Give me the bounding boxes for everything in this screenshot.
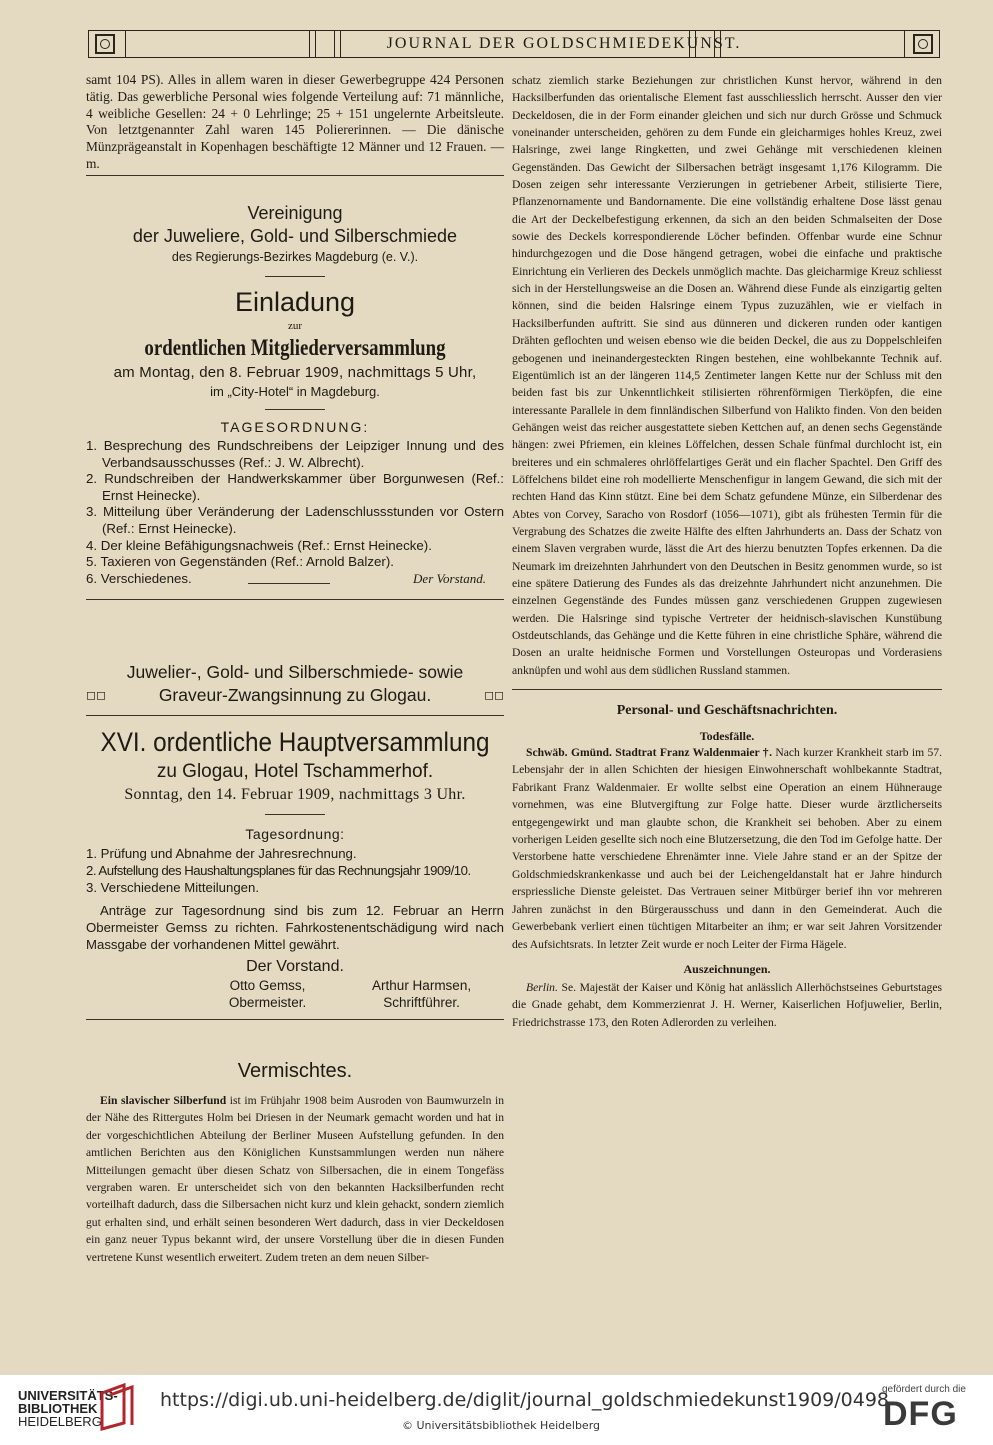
glogau-line2: Graveur-Zwangsinnung zu Glogau. bbox=[158, 685, 432, 705]
permalink-url[interactable]: https://digi.ub.uni-heidelberg.de/diglit/journal_goldschmiedekunst1909/0498 bbox=[160, 1389, 889, 1411]
magdeburg-signature: Der Vorstand. bbox=[413, 571, 486, 587]
agenda-item: 2. Aufstellung des Haushaltungsplanes für das Rechnungsjahr 1909/10. bbox=[86, 863, 471, 878]
agenda-item: 1. Prüfung und Abnahme der Jahresrechnung. bbox=[86, 846, 357, 861]
library-logo-icon bbox=[98, 1383, 136, 1431]
award-lead: Berlin. bbox=[526, 980, 558, 994]
signatory-role: Schriftführer. bbox=[383, 995, 460, 1010]
auszeichnungen-heading: Auszeichnungen. bbox=[683, 961, 771, 976]
glogau-date: Sonntag, den 14. Februar 1909, nachmittags 3 Uhr. bbox=[124, 786, 466, 803]
obituary-text: Nach kurzer Krankheit starb im 57. Lebensjahr der in allen Schichten der hiesigen Einwohnerschaft wohlbekannte Stadtrat, Fabrikant Franz Waldenmaier. Er wollte selbst eine Operation an einem Hühneraugе vornehmen, was eine Blutvergiftung zur Folge hatte. Dieser wurde ärztlicherseits entgegengewirkt und man glaubte schon, die Krankheit sei behoben. Aber zu einem vorherigen Leiden gesellte sich noch eine Blutzersetzung, die den Tod im Gefolge hatte. Der Verstorbene hatte verschiedene Ehrenämter inne. Viele Jahre stand er an der Spitze der Goldschmiedskrankenkasse und auch bei der Leichengeldanstalt hat er Jahre hindurch erspriessliche Dienste geleistet. Das Vertrauen seiner Mitbürger berief ihn vor mehreren Jahren zunächst in den Bürgerausschuss und dann in den Gemeinderat. Auch die Gewerbebank verliert einen tüchtigen Mitarbeiter an ihm; er war seit Jahren Vorsitzender des Aufsichtsrats. In letzter Zeit wurde er noch Leiter der Firma Hägele. bbox=[512, 746, 942, 951]
library-name-line1: UNIVERSITÄTS- bbox=[18, 1388, 118, 1403]
glogau-agenda bbox=[86, 845, 504, 896]
glogau-line1: Juwelier-, Gold- und Silberschmiede- sowie bbox=[126, 662, 464, 682]
mitgliederversammlung-heading: ordentlichen Mitgliederversammlung bbox=[144, 335, 446, 360]
magdeburg-notice bbox=[86, 202, 504, 600]
silberfund-continuation: schatz ziemlich starke Beziehungen zur christlichen Kunst hervor, während in den Hacksilberfunden das orientalische Element fast ausschliesslich herrscht. Ausser den vier Deckeldosen, die in der Form einander gleichen und sich nur durch Grösse und Schmuck voneinander unterscheiden, gehören zu dem Funde ein gleicharmiges hohles Kreuz, zwei Halsringe, zwei lange Ringketten, und zwei Gehänge mit verschiedenen kleinen Gegenständen. Das Gewicht der Silbersachen beträgt insgesamt 1,176 Kilogramm. Die Dosen zeigen sehr interessante Verzierungen in getriebener Arbeit, stilisierte Tiere, Pflanzenornamente und Bandornamente. Die eine vollständig erhaltene Dose lässt genau die Art der Deckelbefestigung erkennen, da sich an den beiden Schmalseiten der Dose sowie des Deckels korrespondierende Löcher befinden. Offenbar wurde eine Schnur hindurchgezogen und die Dose hängend getragen, wobei die einfache und praktische Einrichtung ein Verlieren des Deckels unmöglich machte. Das gleicharmige Kreuz schliesst sich in der Herstellungsweise an die Dosen an. Während diese Funde als einzigartig gelten können, sind die beiden Halsringe einem Typus zuzuzählen, wie er vielfach in Hacksilberfunden auftritt. Sie sind aus dünneren und dickeren runden oder kantigen Drähten geflochten und weisen ebenso wie die beiden Deckel, die aus zu Doppelschleifen gebogenen und ineinandergesteckten Ringen bestehen, eine wohlbekannte Technik auf. Eigentümlich ist an der längeren 114,5 Zentimeter langen Kette nur der Schluss mit den beiden fast bis zur Unkenntlichkeit stilisierten röhrenförmigen Tierköpfen, die eine interessante Parallele in dem finnländischen Silberfund von Halikto finden. Von den beiden Gehängen weist das reicher ausgestattete sieben Kettchen auf, an denen sechs Gegenstände hängen: zwei Pfriemen, ein kleines Löffelchen, dessen Schale fünfmal durchlocht ist, ein breiteres und ein schmaleres ohrlöffelartiges Gerät und ein flacher Spachtel. Den Griff des Löffelchens bildet eine roh modellierte Menschenfigur in langem Gewand, die sich mit der rechten Hand das Kinn stützt. Eine bei dem Schatz gefundene Münze, ein Silberdenar des Abtes von Corvey, Saracho von Rosdorf (1056—1071), gibt als frühesten Termin für die Vergrabung des Schatzes die zweite Hälfte des elften Jahrhunderts an. Dass der Schatz von einem Slaven vergraben wurde, lässt die Art des hierzu benutzten Topfes erkennen. Da die Neumark im dreizehnten Jahrhundert von den Deutschen in Besitz genommen wurde, so ist eine spätere Datierung des Fundes als das dreizehnte Jahrhundert nicht anzunehmen. Die einzelnen Gegenstände des Fundes müssen ganz verschiedenen Gruppen zugewiesen werden. Die Halsringe sind typische Vertreter der heidnisch-slavischen Kunstübung Ostdeutschlands, das Gehänge und die Kette führen in eine christliche Sphäre, während die Dosen an uralte heidnische Formen und Vorstellungen Osteuropas und Vorderasiens anknüpfen und wohl aus dem südlichen Russland stammen. bbox=[512, 74, 942, 677]
vermischtes-section bbox=[86, 1058, 504, 1266]
magdeburg-line1: Vereinigung bbox=[247, 203, 343, 223]
agenda-item: 2. Rundschreiben der Handwerkskammer über Borgunwesen (Ref.: Ernst Heinecke). bbox=[86, 471, 504, 503]
hauptversammlung-heading: XVI. ordentliche Hauptversammlung bbox=[100, 727, 490, 757]
left-intro-text: samt 104 PS). Alles in allem waren in dieser Gewerbegruppe 424 Personen tätig. Das gewerbliche Personal wies folgende Verteilung auf: 71 männliche, 4 weibliche Gesellen: 24 + 0 Lehrlinge; 25 + 151 ungelernte Arbeitsleute. Von letztgenannter Zahl waren 145 Poliererinnen. — Die dänische Münzprägeanstalt in Kopenhagen beschäftigte 12 Männer und 12 Frauen. —m. bbox=[86, 72, 504, 171]
left-column bbox=[86, 72, 504, 1264]
obituary-lead: Schwäb. Gmünd. Stadtrat Franz Waldenmaier †. bbox=[526, 746, 772, 760]
agenda-item: 3. Verschiedene Mitteilungen. bbox=[86, 880, 260, 895]
vermischtes-title: Vermischtes. bbox=[237, 1060, 353, 1082]
signatory-role: Obermeister. bbox=[228, 995, 307, 1010]
library-name-line3: HEIDELBERG bbox=[18, 1414, 102, 1429]
library-name-line2: BIBLIOTHEK bbox=[18, 1401, 98, 1416]
glogau-note: Anträge zur Tagesordnung sind bis zum 12. Februar an Herrn Obermeister Gemss zu richten. Fahrkostenentschädigung wird nach Massgabe der vorhandenen Mittel gewährt. bbox=[86, 903, 504, 952]
magdeburg-line3: des Regierungs-Bezirkes Magdeburg (e. V.). bbox=[171, 250, 419, 264]
meeting-place: im „City-Hotel“ in Magdeburg. bbox=[210, 384, 380, 399]
ornament-left-icon bbox=[95, 34, 115, 54]
agenda-title: TAGESORDNUNG: bbox=[220, 419, 370, 435]
article-text: ist im Frühjahr 1908 beim Ausroden von Baumwurzeln in der Nähe des Rittergutes Holm bei Driesen in der Neumark gemacht worden und hat in der vorgeschichtlichen Abteilung der Berliner Museen Aufstellung gefunden. In den amtlichen Berichten aus den Königlichen Kunstsammlungen werden nun nähere Mitteilungen gemacht über diesen Schatz von Silbersachen, die in einem Tongefäss vergraben waren. Er unterscheidet sich von den bekannten Hacksilberfunden recht vorteilhaft dadurch, dass die Silbersachen nicht kurz und klein gehackt, sondern ziemlich gut erhalten sind, und erhält seinen besonderen Wert dadurch, dass in vier Deckeldosen ein ganz neuer Typus bekannt wird, der unsere Vorstellung über die in diesen Funden vertretene Kunst wesentlich erweitert. Zudem treten an dem neuen Silber- bbox=[86, 1094, 504, 1264]
square-ornament-icon: ◻◻ bbox=[86, 688, 106, 702]
meeting-date: am Montag, den 8. Februar 1909, nachmittags 5 Uhr, bbox=[113, 364, 477, 381]
copyright-notice: © Universitätsbibliothek Heidelberg bbox=[402, 1419, 601, 1432]
personal-section-title: Personal- und Geschäftsnachrichten. bbox=[616, 703, 838, 719]
agenda-item: 3. Mitteilung über Veränderung der Ladenschlussstunden vor Ostern (Ref.: Ernst Heinecke). bbox=[86, 504, 504, 536]
glogau-signature-title: Der Vorstand. bbox=[246, 958, 344, 975]
agenda-item: 4. Der kleine Befähigungsnachweis (Ref.: Ernst Heinecke). bbox=[86, 537, 432, 553]
right-column bbox=[512, 72, 942, 1031]
agenda-item: 1. Besprechung des Rundschreibens der Leipziger Innung und des Verbandsausschusses (Ref.: J. W. Albrecht). bbox=[86, 438, 504, 470]
funding-label: gefördert durch die bbox=[882, 1384, 966, 1395]
journal-title: JOURNAL DER GOLDSCHMIEDEKUNST. bbox=[386, 35, 742, 52]
signatory-name: Otto Gemss, bbox=[229, 978, 306, 993]
article-lead: Ein slavischer Silberfund bbox=[100, 1094, 227, 1107]
signatory-name: Arthur Harmsen, bbox=[372, 978, 472, 993]
award-text: Se. Majestät der Kaiser und König hat anlässlich Allerhöchstseines Geburtstages die Gnade gehabt, dem Kommerzienrat J. H. Werner, Kaiserlichen Hofjuwelier, Berlin, Friedrichstrasse 173, den Roten Adlerorden zu verleihen. bbox=[512, 980, 942, 1029]
agenda-item: 6. Verschiedenes. bbox=[86, 570, 192, 586]
todesfaelle-heading: Todesfälle. bbox=[699, 729, 755, 744]
glogau-agenda-title: Tagesordnung: bbox=[245, 826, 345, 842]
zur-label: zur bbox=[287, 320, 303, 332]
magdeburg-agenda bbox=[86, 438, 504, 587]
square-ornament-icon: ◻◻ bbox=[484, 688, 504, 702]
agenda-item: 5. Taxieren von Gegenständen (Ref.: Arnold Balzer). bbox=[86, 554, 394, 570]
digitization-footer bbox=[0, 1375, 993, 1445]
magdeburg-line2: der Juweliere, Gold- und Silberschmiede bbox=[132, 226, 458, 246]
dfg-logo: DFG bbox=[883, 1395, 958, 1433]
glogau-notice bbox=[86, 661, 504, 1020]
glogau-place: zu Glogau, Hotel Tschammerhof. bbox=[156, 761, 434, 782]
page-header bbox=[88, 30, 940, 58]
einladung-heading: Einladung bbox=[234, 287, 356, 317]
